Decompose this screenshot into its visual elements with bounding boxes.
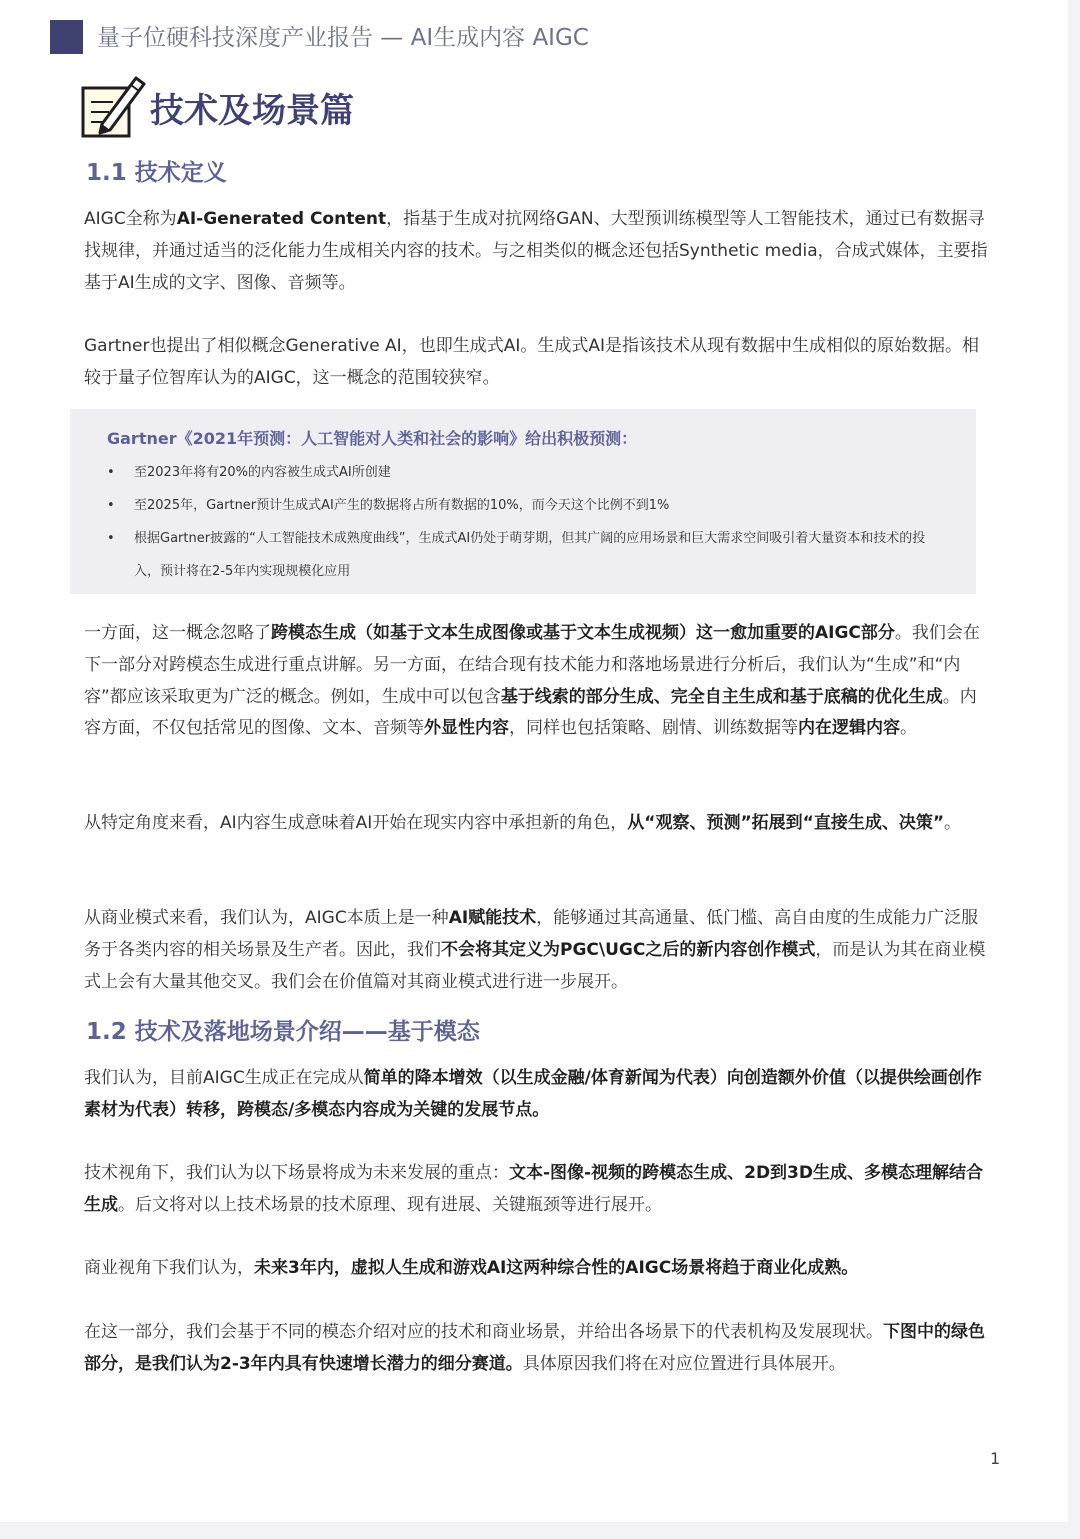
text-run: 一方面，这一概念忽略了 (84, 623, 271, 643)
bold-text-run: AI-Generated Content (176, 209, 387, 229)
report-header-title: 量子位硬科技深度产业报告 — AI生成内容 AIGC (97, 25, 589, 51)
text-run: 从特定角度来看，AI内容生成意味着AI开始在现实内容中承担新的角色， (84, 813, 628, 833)
text-run: 。我们会在下一部分对跨模态生成进行重点讲解。另一方面，在结合现有技术能力和落地场景进行分析后，我们认为“生成”和“内容”都应该采取更为广泛的概念。例如，生成中可以包含 (84, 623, 980, 707)
text-run: AIGC全称为 (84, 209, 177, 229)
text-run: 技术视角下，我们认为以下场景将成为未来发展的重点： (84, 1163, 509, 1183)
bullet-text: 至2025年，Gartner预计生成式AI产生的数据将占所有数据的10%，而今天这个比例不到1% (134, 498, 670, 513)
bold-text-run: 外显性内容 (424, 718, 509, 739)
text-run: 商业视角下我们认为， (84, 1258, 254, 1278)
bold-text-run: 内在逻辑内容 (798, 718, 900, 739)
text-run: 从商业模式来看，我们认为，AIGC本质上是一种 (84, 908, 449, 928)
bold-text-run: 文本-图像-视频的跨模态生成、2D到3D生成、多模态理解结合生成 (84, 1163, 983, 1215)
paragraph-definition (84, 204, 990, 299)
gartner-callout-box (70, 409, 976, 594)
paragraph-role (84, 808, 990, 840)
bullet-dot: • (107, 465, 115, 480)
text-run: 具体原因我们将在对应位置进行具体展开。 (522, 1353, 846, 1374)
subsection-heading-1-1: 1.1 技术定义 (86, 160, 227, 186)
paragraph-gartner (84, 331, 990, 395)
bold-text-run: 下图中的绿色部分，是我们认为2-3年内具有快速增长潜力的细分赛道。 (84, 1322, 985, 1374)
callout-title: Gartner《2021年预测：人工智能对人类和社会的影响》给出积极预测： (107, 429, 638, 448)
page-number: 1 (990, 1449, 1001, 1468)
bold-text-run: 简单的降本增效（以生成金融/体育新闻为代表）向创造额外价值（以提供绘画创作素材为代表）转移，跨模态/多模态内容成为关键的发展节点。 (84, 1068, 982, 1120)
paragraph-business-view (84, 1253, 990, 1285)
bold-text-run: 跨模态生成（如基于文本生成图像或基于文本生成视频）这一愈加重要的AIGC部分 (271, 623, 895, 643)
paragraph-shift (84, 1063, 990, 1127)
subsection-heading-1-2: 1.2 技术及落地场景介绍——基于模态 (86, 1019, 480, 1045)
text-run: Gartner也提出了相似概念Generative AI，也即生成式AI。生成式AI是指该技术从现有数据中生成相似的原始数据。相较于量子位智库认为的AIGC，这一概念的范围较狭窄。 (84, 336, 979, 388)
edit-notepad-icon (80, 74, 148, 140)
bold-text-run: 从“观察、预测”拓展到“直接生成、决策” (627, 813, 944, 833)
section-title: 技术及场景篇 (150, 91, 354, 131)
bold-text-run: 基于线索的部分生成、完全自主生成和基于底稿的优化生成 (500, 686, 943, 707)
bullet-text: 根据Gartner披露的“人工智能技术成熟度曲线”，生成式AI仍处于萌芽期，但其广阔的应用场景和巨大需求空间吸引着大量资本和技术的投入，预计将在2-5年内实现规模化应用 (134, 531, 926, 579)
text-run: 在这一部分，我们会基于不同的模态介绍对应的技术和商业场景，并给出各场景下的代表机构及发展现状。 (84, 1322, 883, 1342)
bullet-text: 至2023年将有20%的内容被生成式AI所创建 (134, 465, 391, 480)
bold-text-run: 未来3年内，虚拟人生成和游戏AI这两种综合性的AIGC场景将趋于商业化成熟。 (254, 1258, 859, 1278)
text-run: ，而是认为其在商业模式上会有大量其他交叉。我们会在价值篇对其商业模式进行进一步展开。 (84, 939, 986, 992)
text-run: ，指基于生成对抗网络GAN、大型预训练模型等人工智能技术，通过已有数据寻找规律，并通过适当的泛化能力生成相关内容的技术。与之相类似的概念还包括Synthetic media，合成式媒体，主要指基于AI生成的文字、图像、音频等。 (84, 209, 988, 293)
paragraph-business-model (84, 903, 990, 998)
text-run: 。 (944, 813, 961, 833)
text-run: 。内容方面，不仅包括常见的图像、文本、音频等 (84, 686, 977, 739)
bullet-dot: • (107, 531, 115, 546)
paragraph-cross-modal (84, 618, 990, 745)
paragraph-tech-view (84, 1158, 990, 1222)
bullet-dot: • (107, 498, 115, 513)
text-run: ，能够通过其高通量、低门槛、高自由度的生成能力广泛服务于各类内容的相关场景及生产者。因此，我们 (84, 908, 979, 960)
bold-text-run: AI赋能技术 (448, 908, 537, 928)
bold-text-run: 不会将其定义为PGC\UGC之后的新内容创作模式 (441, 939, 816, 960)
text-run: ，同样也包括策略、剧情、训练数据等 (509, 718, 798, 739)
text-run: 。后文将对以上技术场景的技术原理、现有进展、关键瓶颈等进行展开。 (118, 1194, 662, 1215)
header-color-block (50, 20, 83, 54)
paragraph-green-track (84, 1317, 990, 1381)
text-run: 。 (900, 718, 917, 739)
text-run: 我们认为，目前AIGC生成正在完成从 (84, 1068, 364, 1088)
